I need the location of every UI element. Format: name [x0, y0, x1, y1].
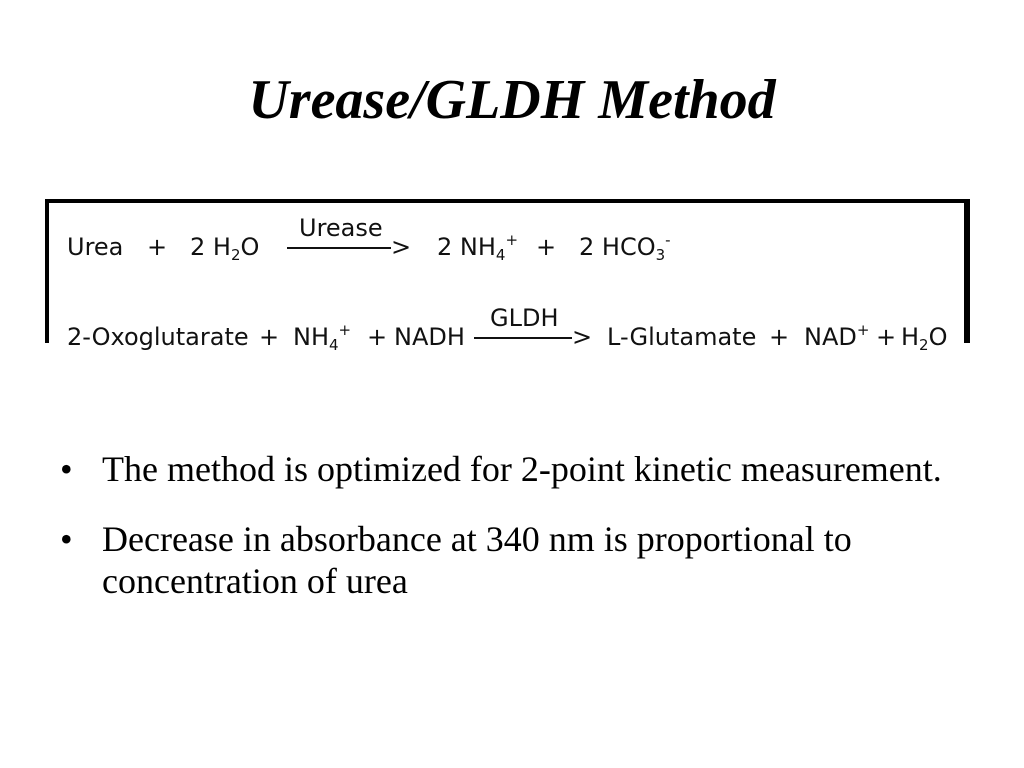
reaction-2-plus-1: + [259, 323, 280, 351]
reaction-1-bicarbonate: 2 $HCO_3^-$ [579, 231, 671, 264]
reaction-2-enzyme-gldh: GLDH [490, 304, 559, 332]
reaction-1-plus-2: + [536, 233, 557, 261]
reaction-1-urea: Urea [67, 233, 124, 261]
reaction-2-water: $H_2O$ [901, 323, 948, 354]
reaction-1-arrow-shaft [287, 247, 391, 249]
reaction-2-plus-4: + [876, 323, 897, 351]
bullet-text: Decrease in absorbance at 340 nm is proportional to concentration of urea [102, 519, 852, 601]
reaction-2-plus-2: + [367, 323, 388, 351]
bullet-item [60, 448, 960, 490]
bullet-dot: • [60, 519, 73, 559]
reaction-1-ammonium: 2 $NH_4^+$ [437, 231, 519, 264]
reaction-2-ammonium: $NH_4^+$ [293, 321, 352, 354]
reaction-2-arrow [474, 305, 604, 351]
bullet-dot: • [60, 449, 73, 489]
reaction-equations-box [45, 199, 970, 354]
bullet-text: The method is optimized for 2-point kinetic measurement. [102, 449, 942, 489]
reaction-1-water: 2 $H_2O$ [190, 233, 260, 264]
bullet-list [60, 448, 960, 630]
reaction-2-glutamate: L-Glutamate [607, 323, 757, 351]
reaction-2-nadh: NADH [394, 323, 465, 351]
reaction-2-oxoglutarate: 2-Oxoglutarate [67, 323, 249, 351]
reaction-1-plus-1: + [147, 233, 168, 261]
reaction-2-arrow-head: > [572, 323, 593, 351]
reaction-2-nad-plus: NAD+ [804, 321, 870, 351]
reaction-1-arrow [287, 215, 417, 261]
reaction-2-plus-3: + [769, 323, 790, 351]
reaction-1-arrow-head: > [391, 233, 412, 261]
reaction-2-arrow-shaft [474, 337, 572, 339]
reaction-1-enzyme-urease: Urease [299, 214, 383, 242]
bullet-item [60, 518, 960, 602]
slide-title: Urease/GLDH Method [248, 69, 776, 131]
